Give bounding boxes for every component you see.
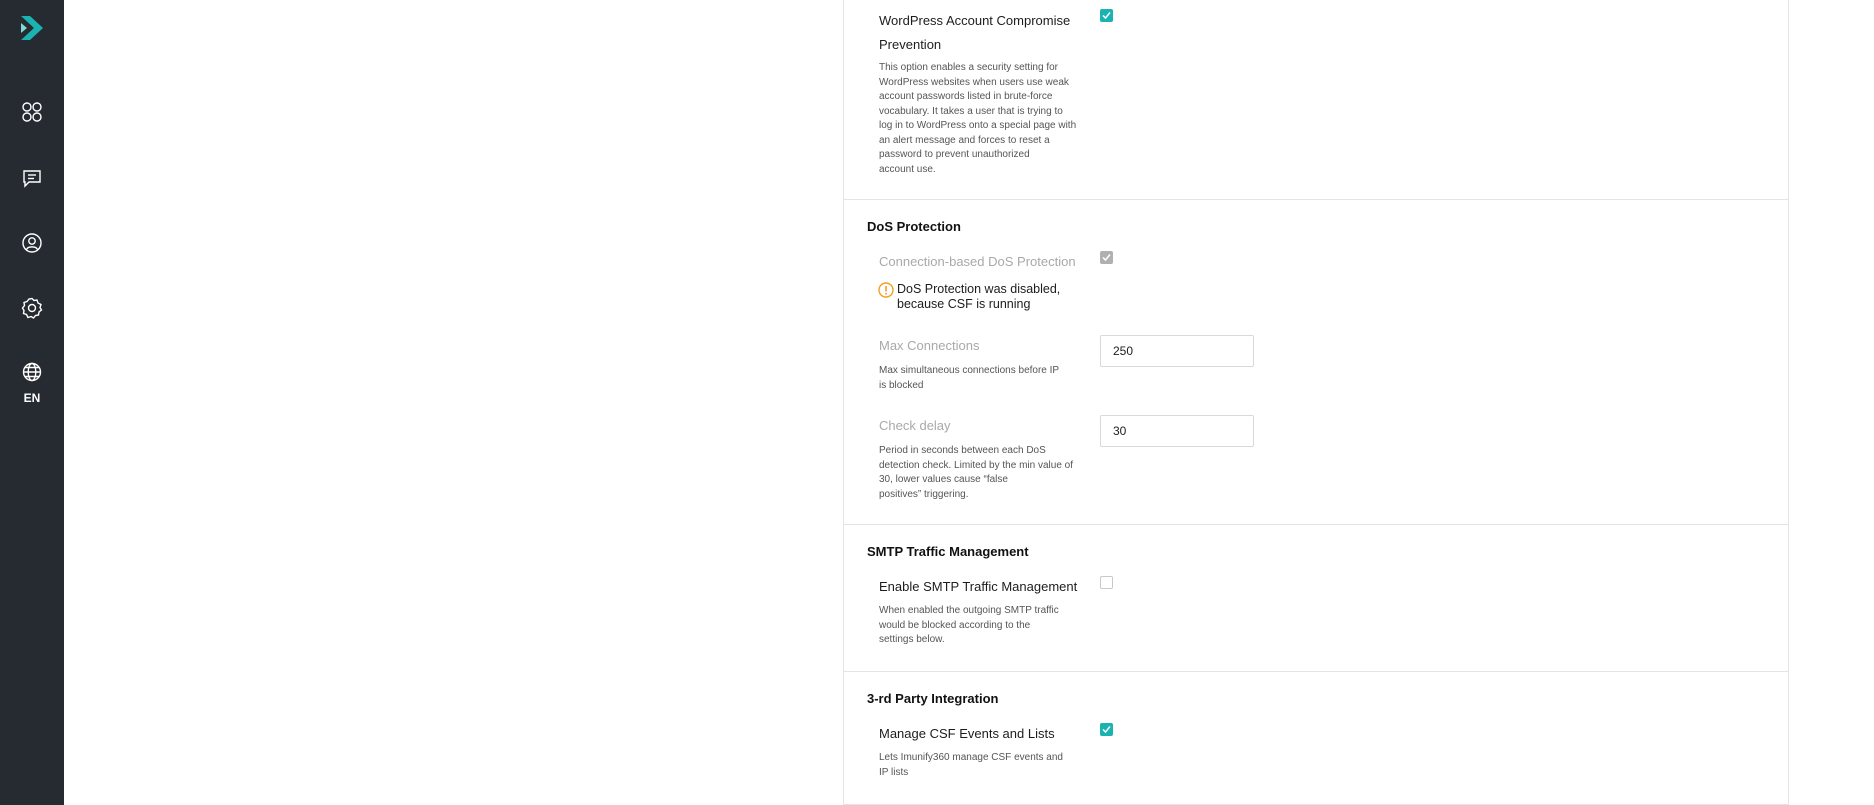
wp-compromise-label-line1: WordPress Account Compromise [879,13,1071,28]
section-divider [844,524,1788,525]
section-divider [844,671,1788,672]
gear-icon[interactable] [20,296,44,320]
manage-csf-checkbox[interactable] [1100,723,1113,736]
settings-panel [843,0,1789,805]
wp-compromise-label-line2: Prevention [879,37,942,52]
smtp-description: When enabled the outgoing SMTP traffic would be blocked according to the settings below. [879,605,1059,645]
sidebar [0,0,64,805]
wp-compromise-checkbox[interactable] [1100,9,1113,22]
check-delay-description: Period in seconds between each DoS detection check. Limited by the min value of 30, lower values cause “false positives” triggering. [879,445,1073,500]
user-circle-icon[interactable] [20,231,44,255]
apps-grid-icon[interactable] [20,100,44,124]
connection-dos-label: Connection-based DoS Protection [879,254,1076,269]
language-label[interactable]: EN [23,391,41,405]
globe-icon[interactable] [20,360,44,384]
manage-csf-label: Manage CSF Events and Lists [879,726,1055,741]
check-delay-input[interactable] [1100,415,1254,447]
dos-section-title: DoS Protection [867,219,961,234]
smtp-enable-label: Enable SMTP Traffic Management [879,579,1078,594]
smtp-enable-checkbox[interactable] [1100,576,1113,589]
chat-icon[interactable] [20,166,44,190]
imunify-logo-icon[interactable] [16,12,48,44]
max-connections-input[interactable] [1100,335,1254,367]
wp-compromise-description: This option enables a security setting for WordPress websites when users use weak account passwords listed in brute-force vocabulary. It takes a user that is trying to log in to WordPress onto a special page with an alert message and forces to reset a password to prevent unauthorized account use. [879,62,1077,175]
third-party-section-title: 3-rd Party Integration [867,691,999,706]
connection-dos-checkbox[interactable] [1100,251,1113,264]
smtp-section-title: SMTP Traffic Management [867,544,1029,559]
dos-warning-text: DoS Protection was disabled, because CSF is running [897,282,1061,311]
section-divider [844,199,1788,200]
warning-icon [878,282,894,298]
manage-csf-description: Lets Imunify360 manage CSF events and IP lists [879,752,1063,778]
max-connections-label: Max Connections [879,338,980,353]
max-connections-description: Max simultaneous connections before IP is blocked [879,365,1060,391]
check-delay-label: Check delay [879,418,951,433]
